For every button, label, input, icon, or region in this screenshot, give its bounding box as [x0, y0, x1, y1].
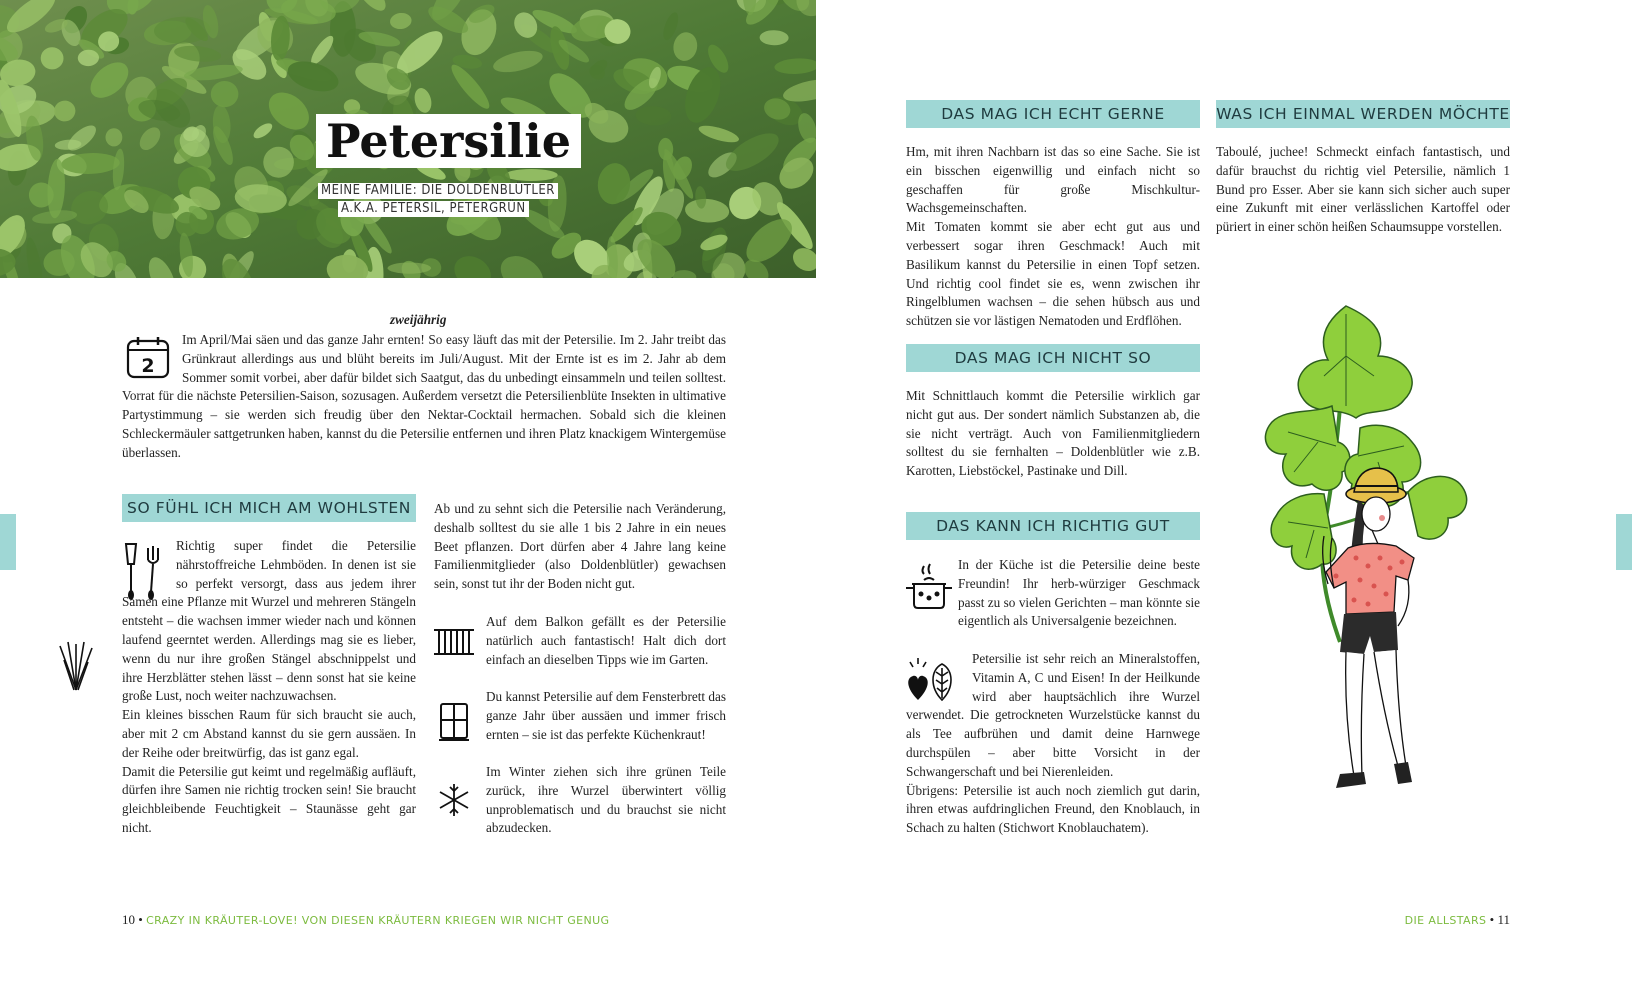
gut-p3: Übrigens: Petersilie ist auch noch ziemlich gut darin, ihren etwas aufdringlichen Freund, den Knoblauch, in Schach zu halten (Stichwort Knoblauchatem). [906, 782, 1200, 836]
intro-text-block [122, 331, 726, 463]
gerne-p2: Mit Tomaten kommt sie aber echt gut aus und verbessert sogar ihren Geschmack! Auch mit Basilikum kannst du Petersilie in einen Topf setzen. Und richtig cool findet sie es, wenn zwischen ihr Ringelblumen wachsen – die sehen hübsch aus und schützen sie vor lästigen Nematoden und Erdflöhen. [906, 219, 1200, 329]
grass-icon [56, 640, 96, 697]
wohlsten-text-block [122, 537, 416, 838]
col2-winter: Im Winter ziehen sich ihre grünen Teile zurück, ihre Wurzel überwintert völlig unproblematisch und du brauchst sie nicht abzudecken. [486, 764, 726, 836]
footer-right-page: 11 [1497, 912, 1510, 927]
balcony-railing-icon [432, 626, 476, 665]
footer-left-section: CRAZY IN KRÄUTER-LOVE! VON DIESEN KRÄUTERN KRIEGEN WIR NICHT GENUG [146, 914, 610, 927]
wohlsten-p1: Richtig super findet die Petersilie nährstoffreiche Lehmböden. In denen ist sie so perfekt versorgt, dass aus jedem ihrer Samen eine Pflanze mit Wurzel und mehreren Stängeln entsteht – die wachsen immer wieder nach und können laufend geerntet werden. Allerdings mag sie es lieber, wenn du nur ihre großen Stängel abschnippelst und ihre Herzblätter stehen lässt – denn sonst hat sie keine große Lust, noch weiter nachzuwachsen. [122, 538, 416, 704]
wohlsten-p3: Damit die Petersilie gut keimt und regelmäßig aufläuft, dürfen ihre Samen nie richtig trocken sein! Sie braucht gleichbleibende Feuchtigkeit – Staunässe geht gar nicht. [122, 763, 416, 835]
heading-gut: DAS KANN ICH RICHTIG GUT [906, 512, 1200, 540]
heading-nicht: DAS MAG ICH NICHT SO [906, 344, 1200, 372]
footer-right-bullet: • [1489, 912, 1495, 927]
footer-left [122, 912, 609, 928]
gut-p1: In der Küche ist die Petersilie deine beste Freundin! Ihr herb-würziger Geschmack passt zu so vielen Gerichten – man könnte sie eigentlich als Universalgenie bezeichnen. [958, 557, 1200, 629]
intro-text: Im April/Mai säen und das ganze Jahr ernten! So easy läuft das mit der Petersilie. Im 2. Jahr treibt das Grünkraut allerdings aus und blüht bereits im Juli/August. Mit der Ernte ist es im 2. Jahr ab dem Sommer somit vorbei, aber dafür bildet sich Saatgut, das du unbedingt einsammeln und teilen solltest. Vorrat für die nächste Petersilien-Saison, sozusagen. Außerdem versetzt die Petersilienblüte Insekten in ultimative Partystimmung – sie werden sich freudig über den Nektar-Cocktail hermachen. Sobald sich die kleinen Schleckermäuler sattgetrunken haben, kannst du die Petersilie entfernen und ihren Platz knackigem Wintergemüse überlassen. [122, 332, 726, 460]
werden-p1: Taboulé, juchee! Schmeckt einfach fantastisch, und dafür brauchst du richtig viel Petersilie, nämlich 1 Bund pro Esser. Aber sie kann sich sicher auch super eine Zukunft mit einer verlässlichen Kartoffel oder püriert in einer schön heißen Schaumsuppe vorstellen. [1216, 144, 1510, 235]
family-line-2: A.K.A. PETERSIL, PETERGRÜN [338, 201, 529, 217]
right-page-tab [1616, 514, 1632, 570]
footer-right [1405, 912, 1510, 928]
heading-gerne: DAS MAG ICH ECHT GERNE [906, 100, 1200, 128]
footer-right-section: DIE ALLSTARS [1404, 914, 1487, 927]
page-title-box [316, 114, 581, 168]
gut-text-block-2 [906, 650, 1200, 838]
snowflake-icon [438, 782, 470, 823]
gerne-p1: Hm, mit ihren Nachbarn ist das so eine Sache. Sie ist ein bisschen eigenwillig und einfach nicht so geschaffen für große Mischkultur-Wachsgemeinschaften. [906, 144, 1200, 216]
gut-p2: Petersilie ist sehr reich an Mineralstoffen, Vitamin A, C und Eisen! In der Heilkunde wird aber hauptsächlich ihre Wurzel verwendet. Die getrockneten Wurzelstücke kannst du als Tee aufbrühen und damit deine Harnwege durchspülen – aber bitte Vorsicht in der Schwangerschaft und bei Nierenleiden. [906, 651, 1200, 779]
family-line-1: MEINE FAMILIE: DIE DOLDENBLÜTLER [318, 183, 558, 199]
col2-p1: Ab und zu sehnt sich die Petersilie nach Veränderung, deshalb solltest du sie alle 1 bis 2 Jahre in ein neues Beet pflanzen. Dort dürfen aber 4 Jahre lang keine Familienmitglieder (also Doldenblütler) gewachsen sein, sonst tut ihr der Boden nicht gut. [434, 501, 726, 592]
window-icon [438, 702, 470, 747]
col2-fenster: Du kannst Petersilie auf dem Fensterbrett das ganze Jahr über aussäen und immer frisch ernten – sie ist das perfekte Küchenkraut! [486, 689, 726, 742]
hero-image [0, 0, 816, 278]
col2-balkon: Auf dem Balkon gefällt es der Petersilie natürlich auch fantastisch! Halt dich dort einfach an dieselben Tipps wie im Garten. [486, 614, 726, 667]
calendar-digit: 2 [141, 355, 155, 377]
girl-with-parsley-illustration [1228, 296, 1488, 831]
wohlsten-p2: Ein kleines bisschen Raum für sich braucht sie auch, aber mit 2 cm Abstand kannst du sie gern aussäen. In der Reihe oder breitwürfig, das ist ganz egal. [122, 707, 416, 760]
footer-left-bullet: • [138, 912, 143, 927]
intro-heading: zweijährig [390, 312, 447, 327]
parsley-leaf [505, 169, 558, 181]
left-page-tab [0, 514, 16, 570]
heading-werden: WAS ICH EINMAL WERDEN MÖCHTE [1216, 100, 1510, 128]
footer-left-page: 10 [122, 912, 135, 927]
heading-wohlsten: SO FÜHL ICH MICH AM WOHLSTEN [122, 494, 416, 522]
nicht-p1: Mit Schnittlauch kommt die Petersilie wirklich gar nicht gut aus. Der sondert nämlich Substanzen ab, die sie nicht verträgt. Auch von Familienmitgliedern solltest du sie fernhalten – Doldenblütler wie z.B. Karotten, Liebstöckel, Pastinake und Dill. [906, 388, 1200, 479]
gerne-text-block [906, 143, 1200, 331]
parsley-leaf [388, 263, 432, 274]
page-title: Petersilie [326, 114, 571, 168]
gut-text-block-1 [906, 556, 1200, 631]
